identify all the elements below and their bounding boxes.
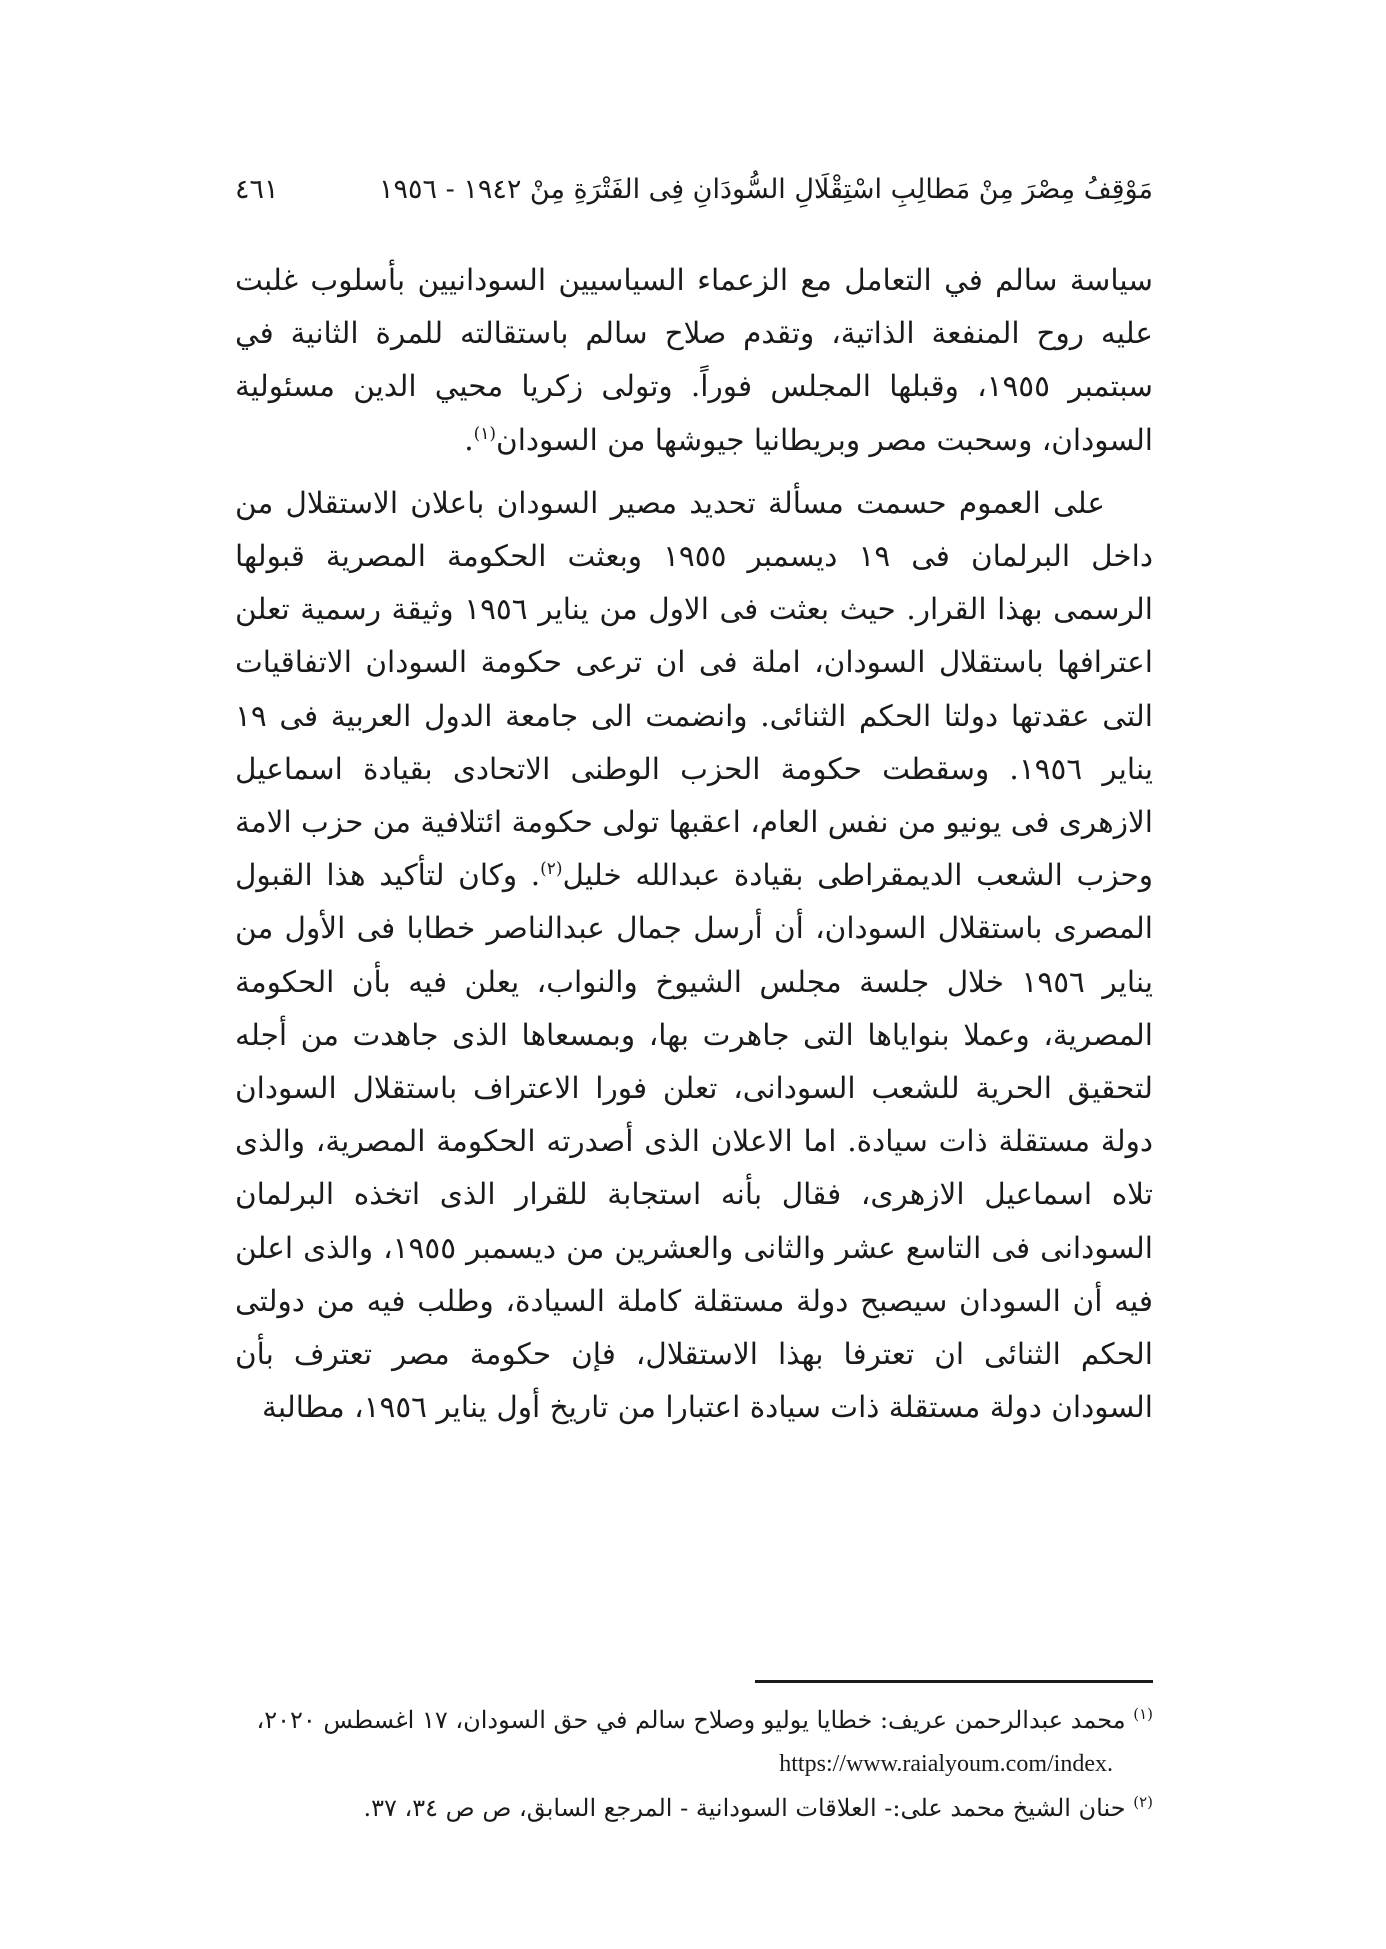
page-number: ٤٦١: [235, 174, 279, 205]
footnote-1-url[interactable]: https://www.raialyoum.com/index.: [779, 1751, 1113, 1777]
paragraph-1-end: .: [464, 422, 474, 457]
footnote-ref-1[interactable]: (١): [473, 423, 497, 444]
paragraph-2-text: على العموم حسمت مسألة تحديد مصير السودان باعلان الاستقلال من داخل البرلمان فى ١٩ ديسمبر ١٩٥٥ وبعثت الحكومة المصرية قبولها الرسمى بهذا القرار. حيث بعثت فى الاول من يناير ١٩٥٦ وثيقة رسمية تعلن اعترافها باستقلال السودان، املة فى ان ترعى حكومة السودان الاتفاقيات التى عقدتها دولتا الحكم الثنائى. وانضمت الى جامعة الدول العربية فى ١٩ يناير ١٩٥٦. وسقطت حكومة الحزب الوطنى الاتحادى بقيادة اسماعيل الازهرى فى يونيو من نفس العام، اعقبها تولى حكومة ائتلافية من حزب الامة وحزب الشعب الديمقراطى بقيادة عبدالله خليل: [235, 485, 1153, 893]
footnote-2-text: حنان الشيخ محمد على:- العلاقات السودانية - المرجع السابق، ص ص ٣٤، ٣٧.: [363, 1794, 1126, 1822]
running-header: [235, 168, 1153, 212]
footnote-2-marker: (٢): [1133, 1793, 1153, 1811]
footnote-2: [235, 1786, 1153, 1830]
footnote-separator: [755, 1680, 1153, 1683]
paragraph-1: [235, 254, 1153, 467]
footnote-1: [235, 1698, 1153, 1742]
paragraph-2-continued: . وكان لتأكيد هذا القبول المصرى باستقلال السودان، أن أرسل جمال عبدالناصر خطابا فى الأول من يناير ١٩٥٦ خلال جلسة مجلس الشيوخ والنواب، يعلن فيه بأن الحكومة المصرية، وعملا بنواياها التى جاهرت بها، وبمسعاها الذى جاهدت من أجله لتحقيق الحرية للشعب السودانى، تعلن فورا الاعتراف باستقلال السودان دولة مستقلة ذات سيادة. اما الاعلان الذى أصدرته الحكومة المصرية، والذى تلاه اسماعيل الازهرى، فقال بأنه استجابة للقرار الذى اتخذه البرلمان السودانى فى التاسع عشر والثانى والعشرين من ديسمبر ١٩٥٥، والذى اعلن فيه أن السودان سيصبح دولة مستقلة كاملة السيادة، وطلب فيه من دولتى الحكم الثنائى ان تعترفا بهذا الاستقلال، فإن حكومة مصر تعترف بأن السودان دولة مستقلة ذات سيادة اعتبارا من تاريخ أول يناير ١٩٥٦، مطالبة: [235, 858, 1153, 1425]
footnote-1-marker: (١): [1133, 1705, 1153, 1723]
header-title: مَوْقِفُ مِصْرَ مِنْ مَطالِبِ اسْتِقْلَالِ السُّودَانِ فِى الفَتْرَةِ مِنْ ١٩٤٢ - ١٩٥٦: [379, 174, 1153, 205]
paragraph-2: [235, 477, 1153, 1435]
footnotes: [235, 1698, 1153, 1830]
paragraph-1-text: سياسة سالم في التعامل مع الزعماء السياسيين السودانيين بأسلوب غلبت عليه روح المنفعة الذاتية، وتقدم صلاح سالم باستقالته للمرة الثانية في سبتمبر ١٩٥٥، وقبلها المجلس فوراً. وتولى زكريا محيي الدين مسئولية السودان، وسحبت مصر وبريطانيا جيوشها من السودان: [235, 263, 1153, 457]
footnote-1-text: محمد عبدالرحمن عريف: خطايا يوليو وصلاح سالم في حق السودان، ١٧ اغسطس ٢٠٢٠،: [256, 1706, 1126, 1734]
body-text: [235, 254, 1153, 1434]
footnote-ref-2[interactable]: (٢): [540, 859, 563, 880]
